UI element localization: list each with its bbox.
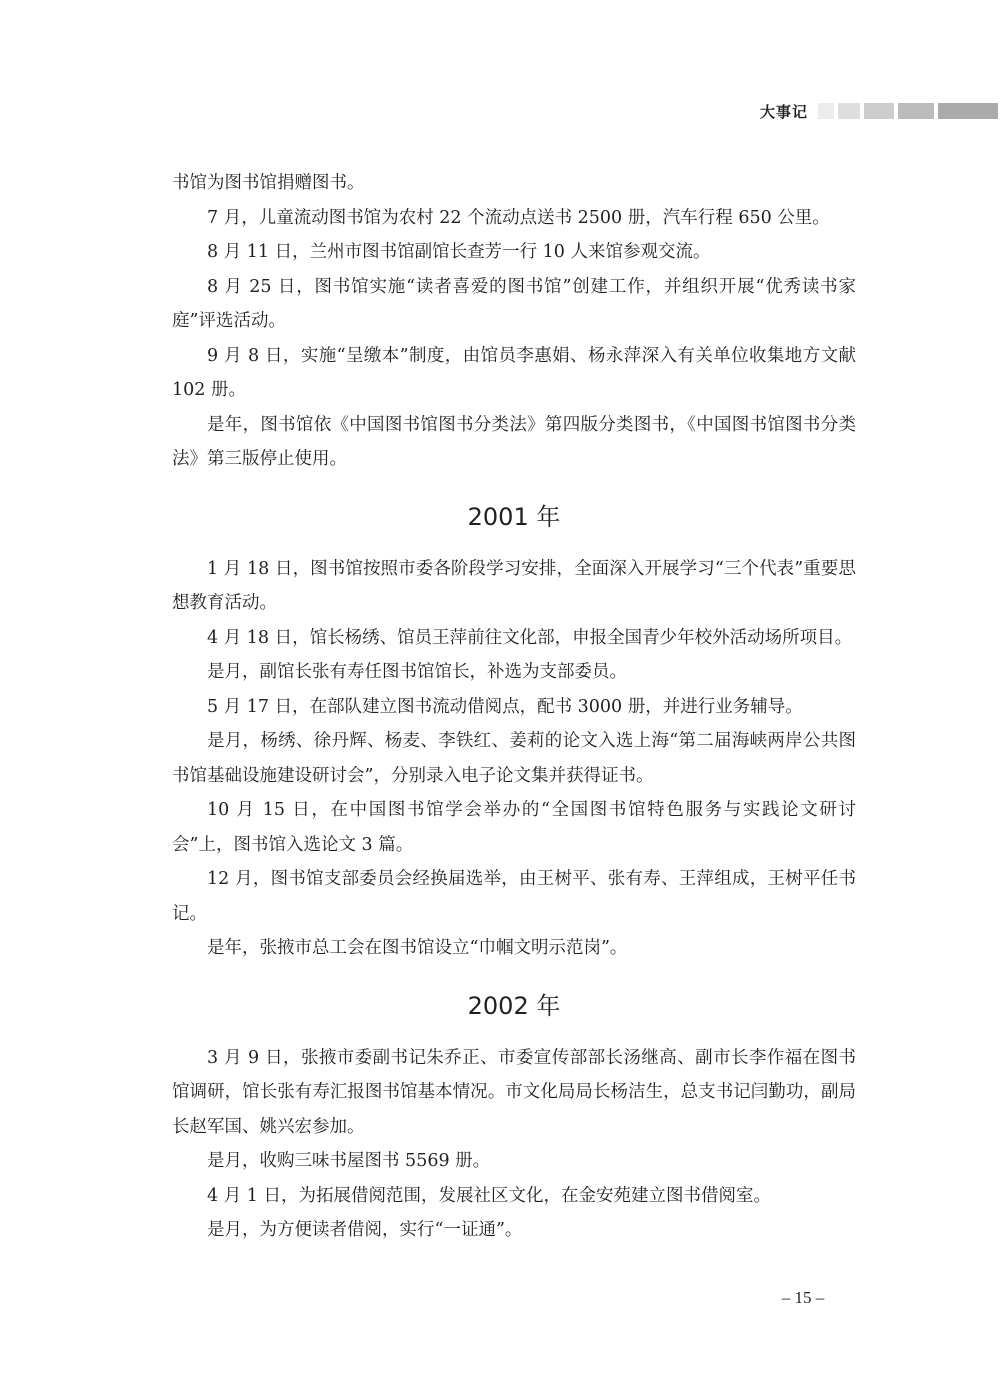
page-body (172, 166, 856, 1248)
running-header (760, 100, 998, 122)
paragraph: 4 月 18 日，馆长杨绣、馆员王萍前往文化部，申报全国青少年校外活动场所项目。 (207, 627, 853, 648)
paragraph: 1 月 18 日，图书馆按照市委各阶段学习安排，全面深入开展学习“三个代表”重要思想教育活动。 (172, 558, 856, 613)
header-decoration-bar (864, 103, 894, 119)
paragraph: 是年，张掖市总工会在图书馆设立“巾帼文明示范岗”。 (207, 938, 628, 958)
paragraph: 3 月 9 日，张掖市委副书记朱乔正、市委宣传部部长汤继高、副市长李作福在图书馆调研，馆长张有寿汇报图书馆基本情况。市文化局局长杨洁生，总支书记闫勤功，副局长赵军国、姚兴宏参加。 (172, 1047, 856, 1137)
paragraph: 8 月 11 日，兰州市图书馆副馆长查芳一行 10 人来馆参观交流。 (207, 242, 711, 262)
paragraph: 7 月，儿童流动图书馆为农村 22 个流动点送书 2500 册，汽车行程 650 公里。 (207, 207, 830, 228)
paragraph: 书馆为图书馆捐赠图书。 (172, 173, 365, 193)
paragraph: 是月，杨绣、徐丹辉、杨麦、李铁红、姜莉的论文入选上海“第二届海峡两岸公共图书馆基础设施建设研讨会”，分别录入电子论文集并获得证书。 (172, 731, 856, 786)
paragraph: 5 月 17 日，在部队建立图书流动借阅点，配书 3000 册，并进行业务辅导。 (207, 696, 803, 717)
paragraph: 10 月 15 日，在中国图书馆学会举办的“全国图书馆特色服务与实践论文研讨会”上，图书馆入选论文 3 篇。 (172, 800, 856, 855)
paragraph: 是月，为方便读者借阅，实行“一证通”。 (207, 1220, 523, 1240)
paragraph: 8 月 25 日，图书馆实施“读者喜爱的图书馆”创建工作，并组织开展“优秀读书家庭”评选活动。 (172, 276, 856, 331)
paragraph: 是年，图书馆依《中国图书馆图书分类法》第四版分类图书，《中国图书馆图书分类法》第三版停止使用。 (172, 414, 856, 469)
header-decoration-bar (898, 103, 934, 119)
header-decoration-bar (838, 103, 860, 119)
header-decoration-bar (818, 103, 834, 119)
year-heading-2001: 2001 年 (467, 502, 561, 531)
section-title: 大事记 (760, 102, 809, 121)
page-number: – 15 – (781, 1288, 825, 1307)
paragraph: 是月，副馆长张有寿任图书馆馆长，补选为支部委员。 (207, 662, 627, 682)
paragraph: 12 月，图书馆支部委员会经换届选举，由王树平、张有寿、王萍组成，王树平任书记。 (172, 869, 856, 924)
paragraph: 4 月 1 日，为拓展借阅范围，发展社区文化，在金安苑建立图书借阅室。 (207, 1185, 771, 1206)
header-decoration-bar (938, 103, 998, 119)
paragraph: 是月，收购三味书屋图书 5569 册。 (207, 1151, 491, 1171)
paragraph: 9 月 8 日，实施“呈缴本”制度，由馆员李惠娟、杨永萍深入有关单位收集地方文献 102 册。 (172, 345, 856, 400)
year-heading-2002: 2002 年 (467, 991, 561, 1020)
